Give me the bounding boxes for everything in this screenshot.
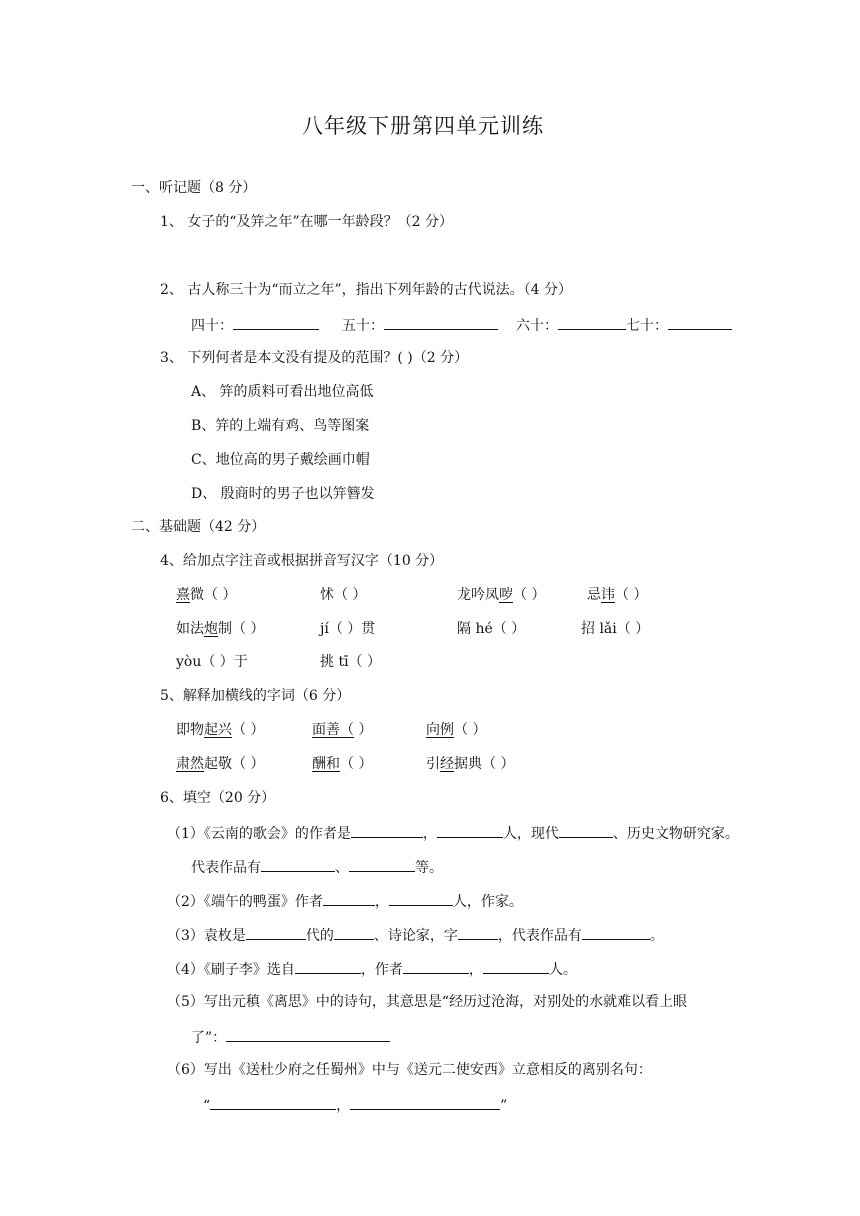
vocab-item: 肃然起敬（ ） xyxy=(176,756,265,772)
section-heading-basics: 二、基础题（42 分） xyxy=(131,519,266,535)
vocab-item: 即物起兴（ ） xyxy=(176,722,265,738)
fill-item-4: （4）《刷子李》选自 ，作者 ， 人。 xyxy=(167,958,577,980)
answer-blank[interactable] xyxy=(437,822,503,838)
answer-blank[interactable] xyxy=(246,924,306,940)
vocab-item: 酬和（ ） xyxy=(312,756,373,772)
vocab-item: 向例（ ） xyxy=(426,722,487,738)
answer-blank[interactable] xyxy=(558,314,626,330)
answer-blank[interactable] xyxy=(295,958,361,974)
fill-item-5: （5）写出元稹《离思》中的诗句，其意思是“经历过沧海，对别处的水就难以看上眼 xyxy=(167,994,688,1010)
question-4: 4、给加点字注音或根据拼音写汉字（10 分） xyxy=(160,553,444,569)
answer-blank[interactable] xyxy=(668,314,732,330)
page-title: 八年级下册第四单元训练 xyxy=(302,114,544,138)
fill-item-1-cont: 代表作品有 、 等。 xyxy=(191,856,443,878)
pinyin-item: 挑 tī（ ） xyxy=(320,654,382,670)
option-d: D、 殷商时的男子也以笄簪发 xyxy=(191,486,375,502)
age-label-50: 五十： xyxy=(342,318,384,334)
answer-blank[interactable] xyxy=(351,822,423,838)
section-heading-listening: 一、听记题（8 分） xyxy=(131,180,257,196)
answer-blank[interactable] xyxy=(403,958,469,974)
question-1: 1、 女子的“及笄之年”在哪一年龄段？（2 分） xyxy=(160,214,454,230)
pinyin-item: 招 lǎi（ ） xyxy=(581,621,650,637)
question-5: 5、解释加横线的字词（6 分） xyxy=(160,688,351,704)
fill-item-5-cont: 了”： xyxy=(191,1026,390,1048)
option-b: B、笄的上端有鸡、鸟等图案 xyxy=(191,418,370,434)
pinyin-item: 熹微（ ） xyxy=(176,587,237,603)
vocab-item: 引经据典（ ） xyxy=(426,756,515,772)
answer-blank[interactable] xyxy=(384,314,498,330)
pinyin-item: 龙吟凤哕（ ） xyxy=(457,587,546,603)
fill-item-2: （2）《端午的鸭蛋》作者 ， 人，作家。 xyxy=(167,890,523,912)
pinyin-item: 忌讳（ ） xyxy=(587,587,648,603)
answer-blank[interactable] xyxy=(350,1094,500,1110)
answer-blank[interactable] xyxy=(261,856,335,872)
question-6: 6、填空（20 分） xyxy=(160,790,276,806)
answer-blank[interactable] xyxy=(334,924,374,940)
pinyin-item: 怵（ ） xyxy=(320,587,367,603)
fill-item-1: （1）《云南的歌会》的作者是 ， 人，现代 、历史文物研究家。 xyxy=(167,822,739,844)
fill-item-6: （6）写出《送杜少府之任蜀州》中与《送元二使安西》立意相反的离别名句： xyxy=(167,1062,652,1078)
pinyin-item: 如法炮制（ ） xyxy=(176,621,265,637)
question-3: 3、 下列何者是本文没有提及的范围？( )（2 分） xyxy=(160,350,469,366)
answer-blank[interactable] xyxy=(226,1026,390,1042)
pinyin-item: yòu（ ）于 xyxy=(176,654,248,670)
option-c: C、地位高的男子戴绘画巾帽 xyxy=(191,452,370,468)
answer-blank[interactable] xyxy=(233,314,319,330)
answer-blank[interactable] xyxy=(349,856,415,872)
answer-blank[interactable] xyxy=(458,924,498,940)
fill-item-6-cont: “ ， ” xyxy=(203,1094,507,1116)
pinyin-item: 隔 hé（ ） xyxy=(457,621,526,637)
option-a: A、 笄的质料可看出地位高低 xyxy=(191,384,374,400)
pinyin-item: jí（ ）贯 xyxy=(320,621,376,637)
answer-blank[interactable] xyxy=(323,890,375,906)
fill-item-3: （3）袁枚是 代的 、诗论家，字 ，代表作品有 。 xyxy=(167,924,664,946)
age-label-70: 七十： xyxy=(626,318,668,334)
answer-blank[interactable] xyxy=(582,924,650,940)
age-label-60: 六十： xyxy=(516,318,558,334)
question-2: 2、 古人称三十为“而立之年”，指出下列年龄的古代说法。（4 分） xyxy=(160,282,573,298)
answer-blank[interactable] xyxy=(389,890,453,906)
age-label-40: 四十： xyxy=(191,318,233,334)
answer-blank[interactable] xyxy=(559,822,613,838)
answer-blank[interactable] xyxy=(483,958,549,974)
answer-blank[interactable] xyxy=(210,1094,336,1110)
vocab-item: 面善（ ） xyxy=(312,722,373,738)
age-fill-row xyxy=(191,314,732,336)
